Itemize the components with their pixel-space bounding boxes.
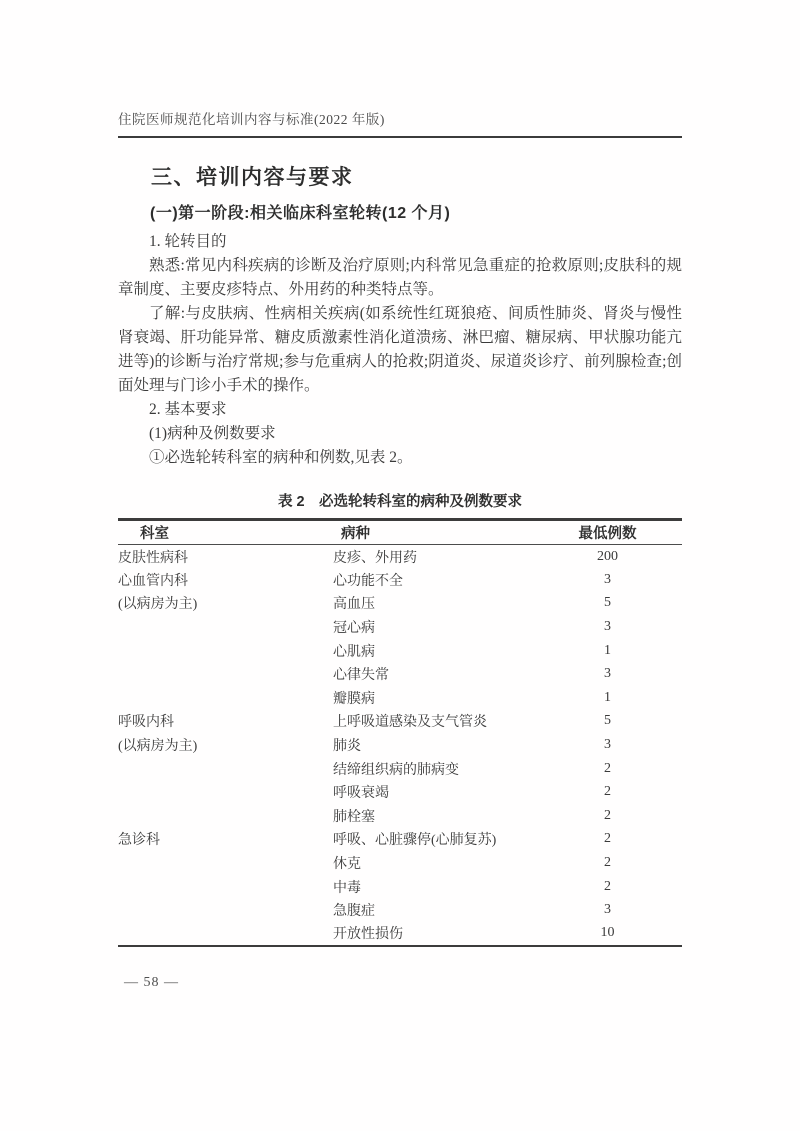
requirements-table [118, 518, 682, 947]
disease-cell: 心肌病 [333, 644, 375, 660]
min-cases-cell: 1 [604, 689, 611, 705]
disease-cell: 开放性损伤 [333, 927, 403, 943]
disease-cell: 结缔组织病的肺病变 [333, 762, 459, 778]
disease-cell: 肺栓塞 [333, 809, 375, 825]
disease-cell: 心功能不全 [333, 573, 403, 589]
table-row [118, 686, 682, 710]
paragraph: 2. 基本要求 [149, 401, 227, 418]
table-row [118, 922, 682, 946]
column-header-min-cases: 最低例数 [533, 520, 682, 545]
table-row [118, 733, 682, 757]
min-cases-cell: 3 [604, 902, 611, 918]
department-cell [118, 875, 333, 899]
department-cell [118, 686, 333, 710]
min-cases-cell: 2 [604, 831, 611, 847]
table-row [118, 568, 682, 592]
table-caption: 表 2 必选轮转科室的病种及例数要求 [277, 494, 523, 510]
table-row [118, 545, 682, 569]
disease-cell: 肺炎 [333, 739, 361, 755]
department-cell: 急诊科 [118, 833, 160, 849]
table-row [118, 615, 682, 639]
disease-cell: 高血压 [333, 597, 375, 613]
department-cell: (以病房为主) [118, 597, 198, 613]
department-cell [118, 898, 333, 922]
disease-cell: 皮疹、外用药 [333, 550, 417, 566]
table-row [118, 780, 682, 804]
min-cases-cell: 5 [604, 595, 611, 611]
table-row [118, 757, 682, 781]
min-cases-cell: 3 [604, 571, 611, 587]
page-number: — 58 — [124, 974, 179, 990]
paragraph: 了解:与皮肤病、性病相关疾病(如系统性红斑狼疮、间质性肺炎、肾炎与慢性肾衰竭、肝功能异常、糖皮质激素性消化道溃疡、淋巴瘤、糖尿病、甲状腺功能亢进等)的诊断与治疗常规;参与危重病人的抢救;阴道炎、尿道炎诊疗、前列腺检查;创面处理与门诊小手术的操作。 [118, 305, 682, 394]
column-header-disease: 病种 [333, 520, 533, 545]
table-row [118, 804, 682, 828]
disease-cell: 急腹症 [333, 904, 375, 920]
table-row [118, 662, 682, 686]
min-cases-cell: 200 [597, 548, 618, 564]
column-header-department: 科室 [118, 520, 333, 545]
department-cell: 心血管内科 [118, 573, 188, 589]
paragraph: 1. 轮转目的 [149, 233, 227, 250]
section-heading: 三、培训内容与要求 [151, 166, 354, 189]
disease-cell: 呼吸、心脏骤停(心肺复苏) [333, 833, 497, 849]
paragraph: (1)病种及例数要求 [149, 425, 276, 442]
table-header [118, 520, 682, 545]
paragraph: ①必选轮转科室的病种和例数,见表 2。 [149, 449, 413, 466]
disease-cell: 休克 [333, 857, 361, 873]
disease-cell: 心律失常 [333, 668, 389, 684]
disease-cell: 呼吸衰竭 [333, 786, 389, 802]
department-cell [118, 780, 333, 804]
min-cases-cell: 5 [604, 713, 611, 729]
disease-cell: 冠心病 [333, 621, 375, 637]
page-content [118, 0, 682, 993]
disease-cell: 中毒 [333, 880, 361, 896]
table-row [118, 592, 682, 616]
table-row [118, 639, 682, 663]
department-cell: (以病房为主) [118, 739, 198, 755]
disease-cell: 上呼吸道感染及支气管炎 [333, 715, 487, 731]
min-cases-cell: 3 [604, 666, 611, 682]
department-cell [118, 922, 333, 946]
table-row [118, 851, 682, 875]
min-cases-cell: 2 [604, 760, 611, 776]
department-cell: 皮肤性病科 [118, 550, 188, 566]
running-head: 住院医师规范化培训内容与标准(2022 年版) [118, 112, 385, 127]
table-body [118, 545, 682, 946]
header-rule [118, 136, 682, 138]
min-cases-cell: 3 [604, 737, 611, 753]
department-cell: 呼吸内科 [118, 715, 174, 731]
min-cases-cell: 2 [604, 784, 611, 800]
department-cell [118, 639, 333, 663]
table-row [118, 710, 682, 734]
department-cell [118, 662, 333, 686]
department-cell [118, 757, 333, 781]
min-cases-cell: 3 [604, 619, 611, 635]
table-row [118, 828, 682, 852]
min-cases-cell: 1 [604, 642, 611, 658]
body-paragraphs [118, 230, 682, 470]
department-cell [118, 615, 333, 639]
table-row [118, 875, 682, 899]
department-cell [118, 851, 333, 875]
disease-cell: 瓣膜病 [333, 691, 375, 707]
department-cell [118, 804, 333, 828]
min-cases-cell: 2 [604, 807, 611, 823]
paragraph: 熟悉:常见内科疾病的诊断及治疗原则;内科常见急重症的抢救原则;皮肤科的规章制度、主要皮疹特点、外用药的种类特点等。 [118, 257, 682, 298]
table-header-row [118, 520, 682, 545]
min-cases-cell: 10 [600, 925, 615, 941]
subsection-heading: (一)第一阶段:相关临床科室轮转(12 个月) [150, 205, 451, 222]
table-row [118, 898, 682, 922]
min-cases-cell: 2 [604, 878, 611, 894]
min-cases-cell: 2 [604, 855, 611, 871]
